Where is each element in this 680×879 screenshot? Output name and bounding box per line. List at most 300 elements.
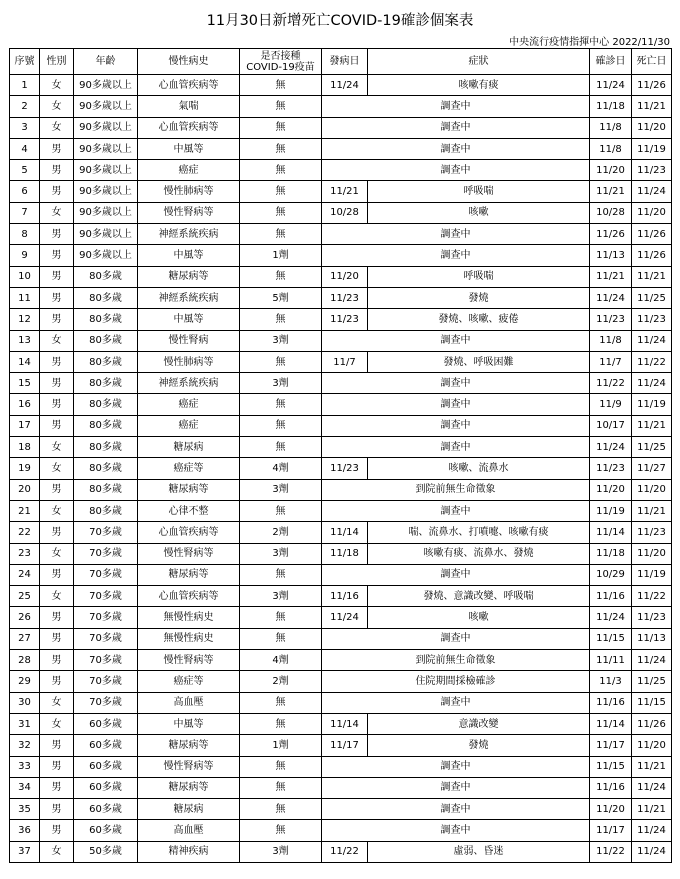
cell-vaccination: 無 — [240, 224, 322, 245]
cell-age: 70多歲 — [74, 692, 138, 713]
cell-sex: 男 — [40, 181, 74, 202]
cell-chronic-history: 心血管疾病等 — [138, 75, 240, 96]
cell-age: 60多歲 — [74, 735, 138, 756]
cell-death-date: 11/15 — [632, 692, 672, 713]
cell-sex: 男 — [40, 373, 74, 394]
cell-sex: 女 — [40, 500, 74, 521]
cell-confirmed-date: 11/21 — [590, 266, 632, 287]
cell-vaccination: 無 — [240, 202, 322, 223]
cell-onset-date: 11/23 — [322, 287, 368, 308]
cell-onset-date: 11/20 — [322, 266, 368, 287]
cell-chronic-history: 癌症 — [138, 415, 240, 436]
cell-onset-date: 11/21 — [322, 181, 368, 202]
page-title: 11月30日新增死亡COVID-19確診個案表 — [206, 13, 474, 29]
cell-symptoms: 咳嗽有痰 — [368, 75, 590, 96]
header-vaccination-line2: COVID-19疫苗 — [246, 61, 315, 73]
cell-sex: 男 — [40, 309, 74, 330]
header-chronic-history: 慢性病史 — [138, 49, 240, 75]
table-row — [10, 756, 672, 777]
cell-sex: 女 — [40, 543, 74, 564]
cell-number: 7 — [10, 202, 40, 223]
cell-death-date: 11/19 — [632, 394, 672, 415]
cell-age: 90多歲以上 — [74, 117, 138, 138]
cell-sex: 男 — [40, 287, 74, 308]
cell-chronic-history: 慢性腎病等 — [138, 202, 240, 223]
cell-vaccination: 無 — [240, 394, 322, 415]
cell-death-date: 11/26 — [632, 713, 672, 734]
cell-vaccination: 無 — [240, 820, 322, 841]
cell-death-date: 11/21 — [632, 266, 672, 287]
cell-vaccination: 4劑 — [240, 650, 322, 671]
cell-confirmed-date: 11/22 — [590, 373, 632, 394]
cell-sex: 男 — [40, 394, 74, 415]
cell-number: 9 — [10, 245, 40, 266]
cell-symptoms: 發燒 — [368, 735, 590, 756]
cell-chronic-history: 心血管疾病等 — [138, 117, 240, 138]
table-row — [10, 394, 672, 415]
cell-number: 5 — [10, 160, 40, 181]
cell-chronic-history: 無慢性病史 — [138, 628, 240, 649]
header-age: 年齡 — [74, 49, 138, 75]
cell-chronic-history: 氣喘 — [138, 96, 240, 117]
cell-vaccination: 無 — [240, 181, 322, 202]
cell-number: 3 — [10, 117, 40, 138]
cell-number: 33 — [10, 756, 40, 777]
cell-number: 31 — [10, 713, 40, 734]
cell-death-date: 11/23 — [632, 607, 672, 628]
cell-chronic-history: 精神疾病 — [138, 841, 240, 862]
cell-age: 60多歲 — [74, 713, 138, 734]
cell-symptoms-merged: 調查中 — [322, 245, 590, 266]
cell-age: 60多歲 — [74, 799, 138, 820]
cell-sex: 男 — [40, 735, 74, 756]
cell-sex: 男 — [40, 245, 74, 266]
cell-age: 90多歲以上 — [74, 75, 138, 96]
cell-onset-date: 11/18 — [322, 543, 368, 564]
cell-death-date: 11/20 — [632, 202, 672, 223]
cell-age: 90多歲以上 — [74, 202, 138, 223]
cell-confirmed-date: 11/24 — [590, 287, 632, 308]
cell-confirmed-date: 11/15 — [590, 628, 632, 649]
cell-symptoms: 呼吸喘 — [368, 266, 590, 287]
cell-onset-date: 11/16 — [322, 586, 368, 607]
cell-symptoms-merged: 調查中 — [322, 117, 590, 138]
cell-vaccination: 無 — [240, 266, 322, 287]
cell-vaccination: 無 — [240, 799, 322, 820]
cell-symptoms-merged: 調查中 — [322, 500, 590, 521]
cell-vaccination: 無 — [240, 117, 322, 138]
cell-confirmed-date: 11/20 — [590, 799, 632, 820]
table-row — [10, 96, 672, 117]
table-row — [10, 351, 672, 372]
cell-confirmed-date: 11/24 — [590, 607, 632, 628]
cell-vaccination: 3劑 — [240, 586, 322, 607]
header-confirmed-date: 確診日 — [590, 49, 632, 75]
table-row — [10, 437, 672, 458]
cell-onset-date: 10/28 — [322, 202, 368, 223]
cell-chronic-history: 慢性腎病 — [138, 330, 240, 351]
cell-confirmed-date: 11/16 — [590, 777, 632, 798]
cell-number: 21 — [10, 500, 40, 521]
cell-confirmed-date: 11/26 — [590, 224, 632, 245]
cell-confirmed-date: 10/28 — [590, 202, 632, 223]
cell-symptoms: 喘、流鼻水、打噴嚏、咳嗽有痰 — [368, 522, 590, 543]
cell-number: 20 — [10, 479, 40, 500]
cell-vaccination: 3劑 — [240, 479, 322, 500]
cell-symptoms: 虛弱、昏迷 — [368, 841, 590, 862]
cell-symptoms-merged: 調查中 — [322, 777, 590, 798]
table-row — [10, 671, 672, 692]
cell-vaccination: 5劑 — [240, 287, 322, 308]
cell-sex: 男 — [40, 479, 74, 500]
cell-death-date: 11/22 — [632, 586, 672, 607]
cell-vaccination: 無 — [240, 160, 322, 181]
cell-number: 8 — [10, 224, 40, 245]
cell-age: 70多歲 — [74, 650, 138, 671]
header-vaccination-line1: 是否接種 — [260, 50, 301, 62]
cell-chronic-history: 神經系統疾病 — [138, 287, 240, 308]
cell-vaccination: 3劑 — [240, 841, 322, 862]
cell-symptoms: 咳嗽 — [368, 607, 590, 628]
cell-confirmed-date: 10/29 — [590, 564, 632, 585]
cell-confirmed-date: 10/17 — [590, 415, 632, 436]
cell-onset-date: 11/7 — [322, 351, 368, 372]
cell-death-date: 11/25 — [632, 287, 672, 308]
cell-sex: 女 — [40, 713, 74, 734]
cell-confirmed-date: 11/24 — [590, 75, 632, 96]
table-row — [10, 266, 672, 287]
cell-sex: 女 — [40, 117, 74, 138]
table-row — [10, 692, 672, 713]
cell-death-date: 11/23 — [632, 160, 672, 181]
cell-death-date: 11/25 — [632, 671, 672, 692]
header-death-date: 死亡日 — [632, 49, 672, 75]
cell-vaccination: 2劑 — [240, 671, 322, 692]
cell-vaccination: 無 — [240, 500, 322, 521]
cell-onset-date: 11/23 — [322, 458, 368, 479]
cell-onset-date: 11/14 — [322, 522, 368, 543]
cell-sex: 女 — [40, 692, 74, 713]
table-row — [10, 202, 672, 223]
cell-sex: 男 — [40, 777, 74, 798]
cell-chronic-history: 癌症 — [138, 394, 240, 415]
cell-death-date: 11/24 — [632, 820, 672, 841]
cell-sex: 男 — [40, 351, 74, 372]
cell-death-date: 11/26 — [632, 75, 672, 96]
cell-sex: 男 — [40, 522, 74, 543]
cell-vaccination: 無 — [240, 564, 322, 585]
cell-confirmed-date: 11/17 — [590, 735, 632, 756]
table-row — [10, 607, 672, 628]
cell-symptoms-merged: 調查中 — [322, 96, 590, 117]
cell-age: 80多歲 — [74, 437, 138, 458]
table-row — [10, 160, 672, 181]
cell-number: 13 — [10, 330, 40, 351]
cell-sex: 女 — [40, 586, 74, 607]
cell-confirmed-date: 11/24 — [590, 437, 632, 458]
cell-death-date: 11/24 — [632, 777, 672, 798]
case-table-body — [10, 75, 672, 863]
table-row — [10, 586, 672, 607]
cell-age: 70多歲 — [74, 564, 138, 585]
cell-symptoms-merged: 住院期間採檢確診 — [322, 671, 590, 692]
cell-vaccination: 無 — [240, 437, 322, 458]
cell-sex: 男 — [40, 224, 74, 245]
cell-confirmed-date: 11/14 — [590, 522, 632, 543]
cell-confirmed-date: 11/20 — [590, 160, 632, 181]
cell-confirmed-date: 11/3 — [590, 671, 632, 692]
cell-age: 60多歲 — [74, 777, 138, 798]
cell-sex: 男 — [40, 799, 74, 820]
cell-death-date: 11/23 — [632, 309, 672, 330]
cell-number: 4 — [10, 138, 40, 159]
cell-death-date: 11/25 — [632, 437, 672, 458]
cell-age: 80多歲 — [74, 500, 138, 521]
cell-number: 29 — [10, 671, 40, 692]
cell-chronic-history: 神經系統疾病 — [138, 373, 240, 394]
cell-number: 34 — [10, 777, 40, 798]
cell-onset-date: 11/17 — [322, 735, 368, 756]
cell-age: 80多歲 — [74, 266, 138, 287]
cell-chronic-history: 癌症 — [138, 160, 240, 181]
cell-sex: 男 — [40, 138, 74, 159]
cell-death-date: 11/21 — [632, 500, 672, 521]
cell-age: 90多歲以上 — [74, 138, 138, 159]
cell-number: 26 — [10, 607, 40, 628]
cell-confirmed-date: 11/23 — [590, 309, 632, 330]
cell-age: 80多歲 — [74, 415, 138, 436]
cell-chronic-history: 糖尿病 — [138, 437, 240, 458]
table-row — [10, 650, 672, 671]
cell-sex: 男 — [40, 415, 74, 436]
cell-chronic-history: 中風等 — [138, 309, 240, 330]
cell-vaccination: 無 — [240, 607, 322, 628]
cell-age: 80多歲 — [74, 458, 138, 479]
cell-symptoms: 發燒、意識改變、呼吸喘 — [368, 586, 590, 607]
cell-confirmed-date: 11/23 — [590, 458, 632, 479]
cell-death-date: 11/21 — [632, 756, 672, 777]
cell-age: 90多歲以上 — [74, 160, 138, 181]
cell-sex: 女 — [40, 841, 74, 862]
cell-number: 36 — [10, 820, 40, 841]
cell-number: 6 — [10, 181, 40, 202]
table-row — [10, 841, 672, 862]
cell-vaccination: 1劑 — [240, 735, 322, 756]
cell-age: 90多歲以上 — [74, 245, 138, 266]
cell-confirmed-date: 11/22 — [590, 841, 632, 862]
cell-vaccination: 3劑 — [240, 373, 322, 394]
cell-chronic-history: 糖尿病等 — [138, 735, 240, 756]
cell-sex: 女 — [40, 437, 74, 458]
cell-number: 19 — [10, 458, 40, 479]
cell-chronic-history: 糖尿病等 — [138, 266, 240, 287]
table-row — [10, 564, 672, 585]
cell-number: 18 — [10, 437, 40, 458]
cell-sex: 男 — [40, 564, 74, 585]
cell-age: 90多歲以上 — [74, 96, 138, 117]
table-row — [10, 479, 672, 500]
cell-chronic-history: 糖尿病等 — [138, 479, 240, 500]
cell-vaccination: 無 — [240, 75, 322, 96]
cell-sex: 女 — [40, 202, 74, 223]
cell-confirmed-date: 11/15 — [590, 756, 632, 777]
cell-vaccination: 無 — [240, 309, 322, 330]
cell-sex: 男 — [40, 607, 74, 628]
cell-age: 60多歲 — [74, 756, 138, 777]
cell-sex: 女 — [40, 75, 74, 96]
cell-chronic-history: 心血管疾病等 — [138, 522, 240, 543]
cell-sex: 男 — [40, 160, 74, 181]
cell-vaccination: 無 — [240, 351, 322, 372]
cell-sex: 男 — [40, 628, 74, 649]
cell-chronic-history: 中風等 — [138, 713, 240, 734]
cell-number: 32 — [10, 735, 40, 756]
cell-chronic-history: 慢性肺病等 — [138, 181, 240, 202]
cell-chronic-history: 高血壓 — [138, 820, 240, 841]
cell-chronic-history: 慢性腎病等 — [138, 756, 240, 777]
cell-age: 80多歲 — [74, 330, 138, 351]
cell-confirmed-date: 11/9 — [590, 394, 632, 415]
cell-sex: 女 — [40, 96, 74, 117]
cell-age: 80多歲 — [74, 351, 138, 372]
cell-death-date: 11/21 — [632, 799, 672, 820]
cell-symptoms-merged: 調查中 — [322, 330, 590, 351]
cell-number: 2 — [10, 96, 40, 117]
cell-vaccination: 4劑 — [240, 458, 322, 479]
header-number: 序號 — [10, 49, 40, 75]
cell-sex: 男 — [40, 266, 74, 287]
cell-confirmed-date: 11/14 — [590, 713, 632, 734]
cell-confirmed-date: 11/7 — [590, 351, 632, 372]
cell-number: 16 — [10, 394, 40, 415]
cell-onset-date: 11/24 — [322, 75, 368, 96]
cell-chronic-history: 無慢性病史 — [138, 607, 240, 628]
table-row — [10, 181, 672, 202]
cell-death-date: 11/21 — [632, 415, 672, 436]
table-row — [10, 373, 672, 394]
cell-vaccination: 無 — [240, 138, 322, 159]
cell-number: 17 — [10, 415, 40, 436]
table-row — [10, 330, 672, 351]
cell-number: 30 — [10, 692, 40, 713]
cell-vaccination: 3劑 — [240, 330, 322, 351]
header-sex: 性別 — [40, 49, 74, 75]
table-row — [10, 287, 672, 308]
cell-vaccination: 無 — [240, 628, 322, 649]
cell-death-date: 11/21 — [632, 96, 672, 117]
cell-death-date: 11/20 — [632, 117, 672, 138]
cell-symptoms-merged: 調查中 — [322, 224, 590, 245]
cell-symptoms-merged: 調查中 — [322, 564, 590, 585]
cell-confirmed-date: 11/13 — [590, 245, 632, 266]
cell-symptoms: 呼吸喘 — [368, 181, 590, 202]
cell-symptoms-merged: 調查中 — [322, 394, 590, 415]
cell-vaccination: 3劑 — [240, 543, 322, 564]
cell-sex: 男 — [40, 820, 74, 841]
cell-number: 24 — [10, 564, 40, 585]
table-row — [10, 628, 672, 649]
cell-chronic-history: 高血壓 — [138, 692, 240, 713]
cell-age: 80多歲 — [74, 309, 138, 330]
cell-confirmed-date: 11/16 — [590, 586, 632, 607]
cell-confirmed-date: 11/18 — [590, 96, 632, 117]
case-table — [9, 48, 672, 863]
table-row — [10, 224, 672, 245]
cell-confirmed-date: 11/17 — [590, 820, 632, 841]
cell-sex: 男 — [40, 756, 74, 777]
table-row — [10, 522, 672, 543]
cell-symptoms-merged: 到院前無生命徵象 — [322, 650, 590, 671]
cell-symptoms-merged: 調查中 — [322, 820, 590, 841]
cell-number: 11 — [10, 287, 40, 308]
cell-confirmed-date: 11/8 — [590, 330, 632, 351]
cell-age: 70多歲 — [74, 522, 138, 543]
cell-symptoms: 發燒 — [368, 287, 590, 308]
cell-age: 70多歲 — [74, 671, 138, 692]
cell-death-date: 11/20 — [632, 543, 672, 564]
cell-chronic-history: 糖尿病等 — [138, 564, 240, 585]
cell-chronic-history: 慢性肺病等 — [138, 351, 240, 372]
cell-age: 60多歲 — [74, 820, 138, 841]
cell-sex: 男 — [40, 671, 74, 692]
cell-death-date: 11/24 — [632, 373, 672, 394]
header-onset-date: 發病日 — [322, 49, 368, 75]
cell-sex: 女 — [40, 330, 74, 351]
cell-symptoms-merged: 調查中 — [322, 692, 590, 713]
cell-death-date: 11/26 — [632, 245, 672, 266]
cell-chronic-history: 中風等 — [138, 245, 240, 266]
cell-confirmed-date: 11/19 — [590, 500, 632, 521]
cell-symptoms-merged: 到院前無生命徵象 — [322, 479, 590, 500]
cell-death-date: 11/22 — [632, 351, 672, 372]
cell-onset-date: 11/22 — [322, 841, 368, 862]
cell-number: 23 — [10, 543, 40, 564]
cell-number: 28 — [10, 650, 40, 671]
cell-death-date: 11/20 — [632, 735, 672, 756]
cell-chronic-history: 神經系統疾病 — [138, 224, 240, 245]
table-row — [10, 777, 672, 798]
cell-symptoms-merged: 調查中 — [322, 138, 590, 159]
cell-chronic-history: 心血管疾病等 — [138, 586, 240, 607]
table-row — [10, 799, 672, 820]
cell-number: 22 — [10, 522, 40, 543]
cell-death-date: 11/13 — [632, 628, 672, 649]
cell-age: 50多歲 — [74, 841, 138, 862]
header-symptoms: 症狀 — [368, 49, 590, 75]
cell-vaccination: 無 — [240, 777, 322, 798]
cell-confirmed-date: 11/16 — [590, 692, 632, 713]
table-row — [10, 713, 672, 734]
cell-age: 90多歲以上 — [74, 224, 138, 245]
table-row — [10, 245, 672, 266]
cell-symptoms-merged: 調查中 — [322, 437, 590, 458]
cell-vaccination: 無 — [240, 415, 322, 436]
cell-chronic-history: 慢性腎病等 — [138, 543, 240, 564]
cell-number: 10 — [10, 266, 40, 287]
table-row — [10, 415, 672, 436]
table-row — [10, 75, 672, 96]
cell-death-date: 11/23 — [632, 522, 672, 543]
cell-confirmed-date: 11/18 — [590, 543, 632, 564]
cell-age: 80多歲 — [74, 287, 138, 308]
cell-chronic-history: 中風等 — [138, 138, 240, 159]
cell-death-date: 11/24 — [632, 841, 672, 862]
cell-age: 80多歲 — [74, 373, 138, 394]
cell-symptoms: 發燒、呼吸困難 — [368, 351, 590, 372]
cell-number: 14 — [10, 351, 40, 372]
cell-vaccination: 無 — [240, 692, 322, 713]
cell-symptoms-merged: 調查中 — [322, 799, 590, 820]
